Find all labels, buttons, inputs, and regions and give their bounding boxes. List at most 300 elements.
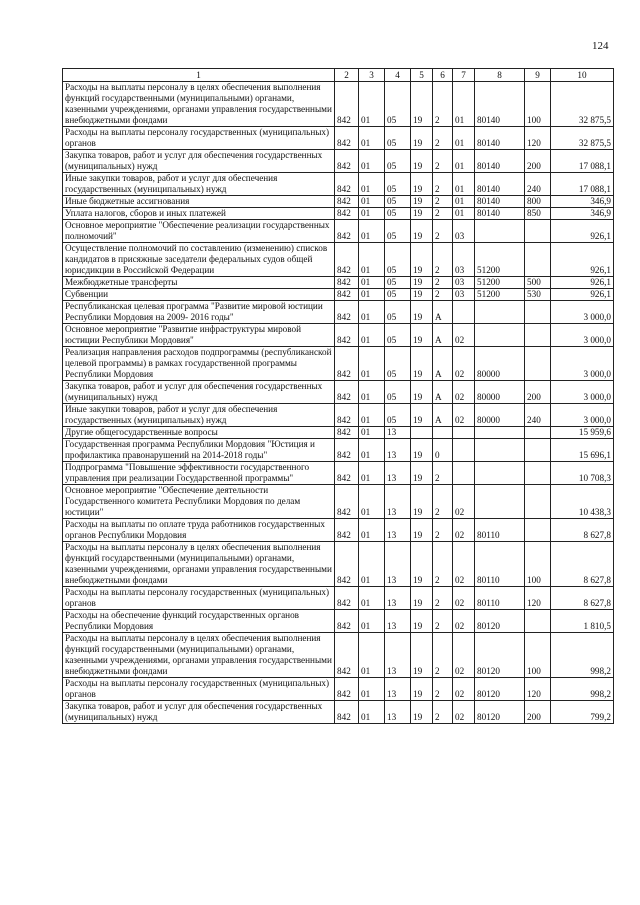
col-8-code: 80000 bbox=[475, 404, 525, 427]
table-row bbox=[63, 243, 614, 277]
amount: 15 959,6 bbox=[551, 427, 614, 439]
col-4-code: 05 bbox=[385, 127, 411, 150]
col-4-code: 05 bbox=[385, 324, 411, 347]
row-name: Основное мероприятие "Обеспечение деятельности Государственного комитета Республики Мордовия по делам юстиции" bbox=[63, 485, 335, 519]
col-2-code: 842 bbox=[335, 301, 359, 324]
table-row bbox=[63, 633, 614, 678]
col-5-code: 19 bbox=[411, 82, 433, 127]
row-name: Другие общегосударственные вопросы bbox=[63, 427, 335, 439]
table-row bbox=[63, 610, 614, 633]
col-8-code bbox=[475, 462, 525, 485]
col-6-code: 2 bbox=[433, 243, 453, 277]
row-name: Закупка товаров, работ и услуг для обеспечения государственных (муниципальных) нужд bbox=[63, 150, 335, 173]
col-7-code: 02 bbox=[453, 485, 475, 519]
col-3-code: 01 bbox=[359, 289, 385, 301]
col-5-code: 19 bbox=[411, 485, 433, 519]
table-row bbox=[63, 701, 614, 724]
amount: 1 810,5 bbox=[551, 610, 614, 633]
col-8-code: 80120 bbox=[475, 678, 525, 701]
col-4-code: 05 bbox=[385, 381, 411, 404]
col-2-code: 842 bbox=[335, 439, 359, 462]
col-2-code: 842 bbox=[335, 347, 359, 381]
col-3-code: 01 bbox=[359, 439, 385, 462]
col-5-code: 19 bbox=[411, 347, 433, 381]
col-9-code bbox=[525, 220, 551, 243]
col-9-code bbox=[525, 485, 551, 519]
col-5-code: 19 bbox=[411, 610, 433, 633]
amount: 15 696,1 bbox=[551, 439, 614, 462]
col-9-code: 530 bbox=[525, 289, 551, 301]
row-name: Расходы на выплаты персоналу государственных (муниципальных) органов bbox=[63, 587, 335, 610]
amount: 17 088,1 bbox=[551, 173, 614, 196]
table-row bbox=[63, 127, 614, 150]
col-5-code: 19 bbox=[411, 220, 433, 243]
col-2-code: 842 bbox=[335, 220, 359, 243]
row-name: Иные закупки товаров, работ и услуг для обеспечения государственных (муниципальных) нужд bbox=[63, 404, 335, 427]
col-8-code: 51200 bbox=[475, 277, 525, 289]
col-6-code: 2 bbox=[433, 220, 453, 243]
table-body bbox=[63, 82, 614, 724]
col-8-code: 80140 bbox=[475, 173, 525, 196]
col-4-code: 05 bbox=[385, 289, 411, 301]
col-3-code: 01 bbox=[359, 127, 385, 150]
col-6-code: 2 bbox=[433, 82, 453, 127]
col-8-code bbox=[475, 301, 525, 324]
col-8-code bbox=[475, 220, 525, 243]
col-4-code: 05 bbox=[385, 404, 411, 427]
col-7-code: 01 bbox=[453, 173, 475, 196]
row-name: Расходы на выплаты персоналу в целях обеспечения выполнения функций государственными (муниципальными) органами, казенными учреждениями, органами управления государственными внебюджетными фондами bbox=[63, 633, 335, 678]
col-2-code: 842 bbox=[335, 127, 359, 150]
col-3-code: 01 bbox=[359, 82, 385, 127]
col-9-code bbox=[525, 301, 551, 324]
col-4-code: 13 bbox=[385, 439, 411, 462]
col-8-code: 80110 bbox=[475, 519, 525, 542]
amount: 8 627,8 bbox=[551, 542, 614, 587]
amount: 926,1 bbox=[551, 289, 614, 301]
column-header: 3 bbox=[359, 69, 385, 82]
col-2-code: 842 bbox=[335, 519, 359, 542]
table-row bbox=[63, 519, 614, 542]
col-5-code: 19 bbox=[411, 462, 433, 485]
col-9-code: 850 bbox=[525, 208, 551, 220]
col-6-code: 0 bbox=[433, 439, 453, 462]
row-name: Реализация направления расходов подпрограммы (республиканской целевой программы) в рамках государственной программы Республики Мордовия bbox=[63, 347, 335, 381]
col-7-code: 02 bbox=[453, 633, 475, 678]
col-4-code: 13 bbox=[385, 633, 411, 678]
col-9-code bbox=[525, 610, 551, 633]
col-8-code: 80140 bbox=[475, 196, 525, 208]
col-4-code: 13 bbox=[385, 542, 411, 587]
row-name: Расходы на выплаты персоналу государственных (муниципальных) органов bbox=[63, 127, 335, 150]
col-6-code: 2 bbox=[433, 633, 453, 678]
amount: 799,2 bbox=[551, 701, 614, 724]
col-9-code bbox=[525, 243, 551, 277]
col-7-code: 03 bbox=[453, 277, 475, 289]
col-7-code: 02 bbox=[453, 587, 475, 610]
col-3-code: 01 bbox=[359, 301, 385, 324]
amount: 926,1 bbox=[551, 243, 614, 277]
col-4-code: 05 bbox=[385, 243, 411, 277]
row-name: Расходы на выплаты персоналу в целях обеспечения выполнения функций государственными (муниципальными) органами, казенными учреждениями, органами управления государственными внебюджетными фондами bbox=[63, 82, 335, 127]
amount: 8 627,8 bbox=[551, 519, 614, 542]
row-name: Расходы на обеспечение функций государственных органов Республики Мордовия bbox=[63, 610, 335, 633]
amount: 32 875,5 bbox=[551, 127, 614, 150]
col-6-code: 2 bbox=[433, 150, 453, 173]
amount: 10 708,3 bbox=[551, 462, 614, 485]
table-row bbox=[63, 220, 614, 243]
col-4-code: 13 bbox=[385, 427, 411, 439]
column-header: 1 bbox=[63, 69, 335, 82]
row-name: Закупка товаров, работ и услуг для обеспечения государственных (муниципальных) нужд bbox=[63, 701, 335, 724]
col-5-code: 19 bbox=[411, 587, 433, 610]
col-4-code: 05 bbox=[385, 277, 411, 289]
col-8-code: 80140 bbox=[475, 82, 525, 127]
col-2-code: 842 bbox=[335, 196, 359, 208]
col-4-code: 05 bbox=[385, 347, 411, 381]
col-8-code: 80000 bbox=[475, 347, 525, 381]
row-name: Расходы на выплаты по оплате труда работников государственных органов Республики Мордовия bbox=[63, 519, 335, 542]
column-header: 2 bbox=[335, 69, 359, 82]
col-2-code: 842 bbox=[335, 542, 359, 587]
table-row bbox=[63, 208, 614, 220]
col-7-code bbox=[453, 462, 475, 485]
col-3-code: 01 bbox=[359, 542, 385, 587]
col-9-code: 240 bbox=[525, 173, 551, 196]
col-3-code: 01 bbox=[359, 610, 385, 633]
col-7-code: 02 bbox=[453, 610, 475, 633]
col-8-code: 80140 bbox=[475, 127, 525, 150]
column-header: 7 bbox=[453, 69, 475, 82]
amount: 998,2 bbox=[551, 678, 614, 701]
col-3-code: 01 bbox=[359, 427, 385, 439]
col-2-code: 842 bbox=[335, 404, 359, 427]
col-5-code: 19 bbox=[411, 542, 433, 587]
col-5-code: 19 bbox=[411, 208, 433, 220]
amount: 8 627,8 bbox=[551, 587, 614, 610]
col-2-code: 842 bbox=[335, 82, 359, 127]
col-9-code bbox=[525, 324, 551, 347]
amount: 346,9 bbox=[551, 208, 614, 220]
col-6-code: 2 bbox=[433, 462, 453, 485]
col-2-code: 842 bbox=[335, 485, 359, 519]
col-7-code: 01 bbox=[453, 208, 475, 220]
amount: 3 000,0 bbox=[551, 347, 614, 381]
col-3-code: 01 bbox=[359, 381, 385, 404]
col-3-code: 01 bbox=[359, 404, 385, 427]
row-name: Закупка товаров, работ и услуг для обеспечения государственных (муниципальных) нужд bbox=[63, 381, 335, 404]
col-7-code bbox=[453, 427, 475, 439]
amount: 926,1 bbox=[551, 220, 614, 243]
amount: 998,2 bbox=[551, 633, 614, 678]
col-5-code: 19 bbox=[411, 701, 433, 724]
col-3-code: 01 bbox=[359, 173, 385, 196]
col-5-code: 19 bbox=[411, 173, 433, 196]
col-6-code: 2 bbox=[433, 587, 453, 610]
col-2-code: 842 bbox=[335, 289, 359, 301]
col-3-code: 01 bbox=[359, 324, 385, 347]
budget-table bbox=[62, 68, 614, 724]
col-9-code bbox=[525, 439, 551, 462]
col-2-code: 842 bbox=[335, 381, 359, 404]
col-9-code: 100 bbox=[525, 542, 551, 587]
col-3-code: 01 bbox=[359, 196, 385, 208]
col-6-code: 2 bbox=[433, 208, 453, 220]
col-8-code bbox=[475, 439, 525, 462]
col-3-code: 01 bbox=[359, 485, 385, 519]
col-3-code: 01 bbox=[359, 678, 385, 701]
col-9-code: 100 bbox=[525, 633, 551, 678]
col-5-code: 19 bbox=[411, 404, 433, 427]
col-7-code: 02 bbox=[453, 678, 475, 701]
col-2-code: 842 bbox=[335, 587, 359, 610]
col-9-code bbox=[525, 427, 551, 439]
col-4-code: 05 bbox=[385, 208, 411, 220]
col-7-code: 03 bbox=[453, 289, 475, 301]
col-7-code bbox=[453, 301, 475, 324]
column-header: 5 bbox=[411, 69, 433, 82]
amount: 17 088,1 bbox=[551, 150, 614, 173]
col-5-code: 19 bbox=[411, 150, 433, 173]
table-row bbox=[63, 587, 614, 610]
col-6-code: 2 bbox=[433, 173, 453, 196]
col-3-code: 01 bbox=[359, 519, 385, 542]
amount: 3 000,0 bbox=[551, 381, 614, 404]
col-9-code: 500 bbox=[525, 277, 551, 289]
amount: 10 438,3 bbox=[551, 485, 614, 519]
row-name: Осуществление полномочий по составлению (изменению) списков кандидатов в присяжные заседатели федеральных судов общей юрисдикции в Российской Федерации bbox=[63, 243, 335, 277]
col-7-code: 02 bbox=[453, 519, 475, 542]
row-name: Межбюджетные трансферты bbox=[63, 277, 335, 289]
col-7-code bbox=[453, 439, 475, 462]
col-8-code: 80110 bbox=[475, 542, 525, 587]
col-6-code: А bbox=[433, 381, 453, 404]
col-9-code bbox=[525, 462, 551, 485]
col-5-code: 19 bbox=[411, 243, 433, 277]
row-name: Республиканская целевая программа "Развитие мировой юстиции Республики Мордовия на 2009- 2016 годы" bbox=[63, 301, 335, 324]
table-row bbox=[63, 485, 614, 519]
col-3-code: 01 bbox=[359, 277, 385, 289]
col-6-code: А bbox=[433, 301, 453, 324]
col-9-code: 120 bbox=[525, 587, 551, 610]
table-row bbox=[63, 427, 614, 439]
col-8-code: 80140 bbox=[475, 150, 525, 173]
row-name: Иные закупки товаров, работ и услуг для обеспечения государственных (муниципальных) нужд bbox=[63, 173, 335, 196]
col-9-code: 200 bbox=[525, 701, 551, 724]
col-2-code: 842 bbox=[335, 678, 359, 701]
col-7-code: 01 bbox=[453, 150, 475, 173]
col-7-code: 02 bbox=[453, 404, 475, 427]
table-row bbox=[63, 542, 614, 587]
column-header: 4 bbox=[385, 69, 411, 82]
table-row bbox=[63, 301, 614, 324]
col-5-code: 19 bbox=[411, 301, 433, 324]
col-2-code: 842 bbox=[335, 208, 359, 220]
col-4-code: 13 bbox=[385, 701, 411, 724]
row-name: Расходы на выплаты персоналу государственных (муниципальных) органов bbox=[63, 678, 335, 701]
row-name: Иные бюджетные ассигнования bbox=[63, 196, 335, 208]
col-4-code: 05 bbox=[385, 150, 411, 173]
col-4-code: 13 bbox=[385, 610, 411, 633]
col-5-code bbox=[411, 427, 433, 439]
col-7-code: 01 bbox=[453, 82, 475, 127]
amount: 346,9 bbox=[551, 196, 614, 208]
col-3-code: 01 bbox=[359, 208, 385, 220]
col-7-code: 01 bbox=[453, 127, 475, 150]
table-row bbox=[63, 347, 614, 381]
col-4-code: 05 bbox=[385, 220, 411, 243]
col-8-code: 51200 bbox=[475, 243, 525, 277]
col-9-code bbox=[525, 519, 551, 542]
row-name: Уплата налогов, сборов и иных платежей bbox=[63, 208, 335, 220]
col-4-code: 13 bbox=[385, 678, 411, 701]
column-header: 6 bbox=[433, 69, 453, 82]
row-name: Государственная программа Республики Мордовия "Юстиция и профилактика правонарушений на 2014-2018 годы" bbox=[63, 439, 335, 462]
col-7-code: 03 bbox=[453, 243, 475, 277]
col-3-code: 01 bbox=[359, 220, 385, 243]
col-6-code: 2 bbox=[433, 701, 453, 724]
col-8-code: 80140 bbox=[475, 208, 525, 220]
table-row bbox=[63, 404, 614, 427]
table-row bbox=[63, 324, 614, 347]
col-8-code: 51200 bbox=[475, 289, 525, 301]
table-row bbox=[63, 439, 614, 462]
col-6-code: 2 bbox=[433, 289, 453, 301]
col-2-code: 842 bbox=[335, 610, 359, 633]
col-6-code: 2 bbox=[433, 678, 453, 701]
col-9-code: 800 bbox=[525, 196, 551, 208]
row-name: Субвенции bbox=[63, 289, 335, 301]
col-6-code: 2 bbox=[433, 519, 453, 542]
col-2-code: 842 bbox=[335, 324, 359, 347]
col-6-code: А bbox=[433, 404, 453, 427]
col-6-code: 2 bbox=[433, 542, 453, 587]
col-9-code: 200 bbox=[525, 150, 551, 173]
col-7-code: 03 bbox=[453, 220, 475, 243]
col-9-code: 120 bbox=[525, 678, 551, 701]
col-8-code bbox=[475, 427, 525, 439]
column-header: 8 bbox=[475, 69, 525, 82]
col-3-code: 01 bbox=[359, 701, 385, 724]
col-2-code: 842 bbox=[335, 462, 359, 485]
col-8-code: 80110 bbox=[475, 587, 525, 610]
amount: 3 000,0 bbox=[551, 404, 614, 427]
col-3-code: 01 bbox=[359, 243, 385, 277]
col-5-code: 19 bbox=[411, 439, 433, 462]
col-5-code: 19 bbox=[411, 678, 433, 701]
col-7-code: 02 bbox=[453, 701, 475, 724]
row-name: Подпрограмма "Повышение эффективности государственного управления при реализации Государственной программы" bbox=[63, 462, 335, 485]
page-number: 124 bbox=[592, 40, 609, 52]
row-name: Основное мероприятие "Обеспечение реализации государственных полномочий" bbox=[63, 220, 335, 243]
col-7-code: 02 bbox=[453, 542, 475, 587]
amount: 3 000,0 bbox=[551, 301, 614, 324]
col-9-code: 240 bbox=[525, 404, 551, 427]
col-5-code: 19 bbox=[411, 196, 433, 208]
col-2-code: 842 bbox=[335, 173, 359, 196]
table-row bbox=[63, 289, 614, 301]
col-3-code: 01 bbox=[359, 150, 385, 173]
col-9-code: 120 bbox=[525, 127, 551, 150]
col-8-code: 80120 bbox=[475, 610, 525, 633]
col-6-code: 2 bbox=[433, 277, 453, 289]
col-3-code: 01 bbox=[359, 633, 385, 678]
col-4-code: 13 bbox=[385, 519, 411, 542]
amount: 3 000,0 bbox=[551, 324, 614, 347]
table-row bbox=[63, 381, 614, 404]
row-name: Расходы на выплаты персоналу в целях обеспечения выполнения функций государственными (муниципальными) органами, казенными учреждениями, органами управления государственными внебюджетными фондами bbox=[63, 542, 335, 587]
col-5-code: 19 bbox=[411, 519, 433, 542]
col-7-code: 02 bbox=[453, 324, 475, 347]
col-5-code: 19 bbox=[411, 277, 433, 289]
col-4-code: 13 bbox=[385, 485, 411, 519]
col-3-code: 01 bbox=[359, 462, 385, 485]
col-7-code: 01 bbox=[453, 196, 475, 208]
table-row bbox=[63, 462, 614, 485]
col-6-code: 2 bbox=[433, 196, 453, 208]
col-2-code: 842 bbox=[335, 277, 359, 289]
col-9-code: 100 bbox=[525, 82, 551, 127]
col-6-code: 2 bbox=[433, 485, 453, 519]
col-6-code: 2 bbox=[433, 610, 453, 633]
col-7-code: 02 bbox=[453, 381, 475, 404]
col-4-code: 05 bbox=[385, 301, 411, 324]
col-6-code: А bbox=[433, 324, 453, 347]
col-5-code: 19 bbox=[411, 633, 433, 678]
col-8-code: 80120 bbox=[475, 701, 525, 724]
col-2-code: 842 bbox=[335, 150, 359, 173]
col-2-code: 842 bbox=[335, 633, 359, 678]
col-7-code: 02 bbox=[453, 347, 475, 381]
amount: 926,1 bbox=[551, 277, 614, 289]
col-5-code: 19 bbox=[411, 324, 433, 347]
col-3-code: 01 bbox=[359, 347, 385, 381]
col-2-code: 842 bbox=[335, 243, 359, 277]
col-6-code: 2 bbox=[433, 127, 453, 150]
col-2-code: 842 bbox=[335, 701, 359, 724]
table-row bbox=[63, 277, 614, 289]
col-4-code: 13 bbox=[385, 587, 411, 610]
col-4-code: 13 bbox=[385, 462, 411, 485]
col-5-code: 19 bbox=[411, 127, 433, 150]
col-8-code: 80120 bbox=[475, 633, 525, 678]
col-6-code: А bbox=[433, 347, 453, 381]
col-4-code: 05 bbox=[385, 173, 411, 196]
col-5-code: 19 bbox=[411, 289, 433, 301]
column-header: 10 bbox=[551, 69, 614, 82]
col-9-code bbox=[525, 347, 551, 381]
amount: 32 875,5 bbox=[551, 82, 614, 127]
col-8-code bbox=[475, 485, 525, 519]
row-name: Основное мероприятие "Развитие инфраструктуры мировой юстиции Республики Мордовия" bbox=[63, 324, 335, 347]
col-6-code bbox=[433, 427, 453, 439]
col-8-code bbox=[475, 324, 525, 347]
table-row bbox=[63, 173, 614, 196]
table-row bbox=[63, 150, 614, 173]
table-row bbox=[63, 678, 614, 701]
col-8-code: 80000 bbox=[475, 381, 525, 404]
col-9-code: 200 bbox=[525, 381, 551, 404]
table-row bbox=[63, 82, 614, 127]
col-4-code: 05 bbox=[385, 196, 411, 208]
table-row bbox=[63, 196, 614, 208]
col-3-code: 01 bbox=[359, 587, 385, 610]
col-4-code: 05 bbox=[385, 82, 411, 127]
table-header-row bbox=[63, 69, 614, 82]
col-2-code: 842 bbox=[335, 427, 359, 439]
col-5-code: 19 bbox=[411, 381, 433, 404]
column-header: 9 bbox=[525, 69, 551, 82]
